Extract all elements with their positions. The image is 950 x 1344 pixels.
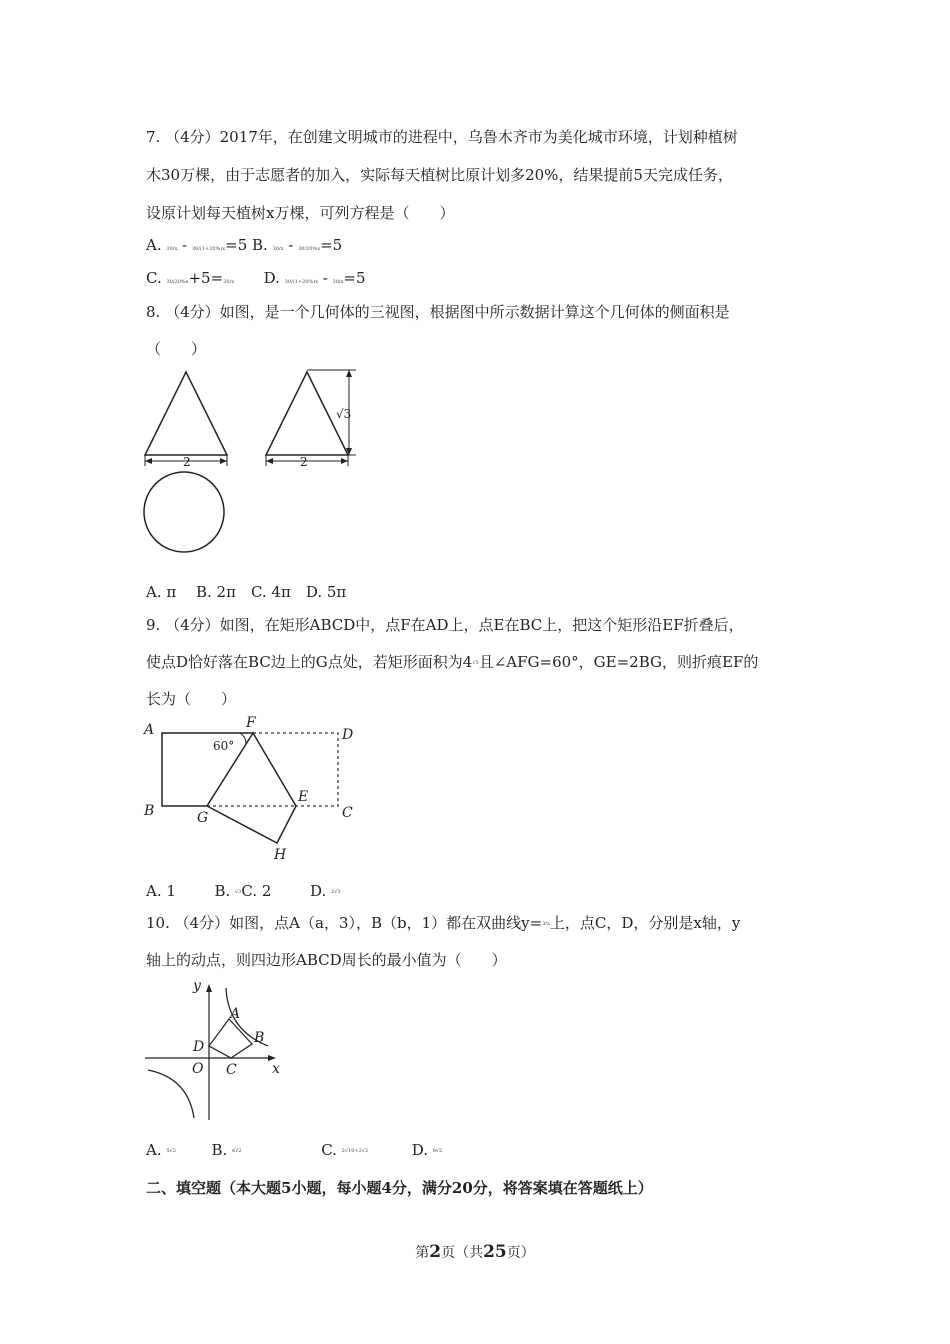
q9-angle-label: 60° xyxy=(213,739,235,753)
q7-option-d-fraction-1: 30/(1+20%)x xyxy=(284,279,318,285)
q8-line-2: （ ） xyxy=(146,340,207,358)
footer-suffix: 页） xyxy=(506,1245,535,1261)
q8-line-1: 8. （4分）如图，是一个几何体的三视图，根据图中所示数据计算这个几何体的侧面积是 xyxy=(146,303,730,321)
q10-label-x: x xyxy=(272,1061,280,1077)
q7-option-a-label: A. xyxy=(146,236,162,254)
q10-label-y: y xyxy=(193,978,201,994)
q10-option-d-label: D. xyxy=(411,1141,433,1159)
q10-label-o: O xyxy=(192,1061,204,1077)
q8-front-dim-label: 2 xyxy=(183,455,191,469)
q8-height-label: √3 xyxy=(336,407,352,421)
q9-label-g: G xyxy=(197,810,209,826)
q10-quadrilateral-abcd xyxy=(209,1019,252,1058)
q10-option-b-value: 6√2 xyxy=(232,1148,242,1154)
q9-option-b-value: √3 xyxy=(235,889,242,895)
q9-label-c: C xyxy=(342,805,353,821)
q9-option-d-label: D. xyxy=(310,882,332,900)
q10-option-c-label: C. xyxy=(321,1141,342,1159)
q9-label-a: A xyxy=(144,722,155,738)
q9-line-1: 9. （4分）如图，在矩形ABCD中，点F在AD上，点E在BC上，把这个矩形沿EF折叠后， xyxy=(146,616,744,634)
q10-y-axis-arrow xyxy=(206,984,212,992)
q7-option-b-minus: - xyxy=(283,236,299,254)
q7-line-1: 7. （4分）2017年，在创建文明城市的进程中，乌鲁木齐市为美化城市环境，计划种植树 xyxy=(146,128,738,146)
q10-line-2: 轴上的动点，则四边形ABCD周长的最小值为（ ） xyxy=(146,951,507,969)
q9-option-a: A. 1 xyxy=(146,882,191,900)
q10-line-1-part-b: 上，点C，D，分别是x轴，y xyxy=(549,914,741,932)
q7-option-c-fraction-1: 30/20%x xyxy=(166,279,189,285)
q7-option-a-fraction-1: 30/x xyxy=(166,246,178,252)
q8-side-dim-label: 2 xyxy=(300,455,308,469)
q7-option-d-minus: - xyxy=(317,269,333,287)
q10-label-d: D xyxy=(193,1039,205,1055)
q7-option-b-label: B. xyxy=(247,236,268,254)
q7-option-c-label: C. xyxy=(146,269,162,287)
q7-option-c-mid: +5= xyxy=(188,269,224,287)
q10-option-b-label: B. xyxy=(211,1141,233,1159)
q9-option-d-value: 2√3 xyxy=(331,889,341,895)
q9-line-3: 长为（ ） xyxy=(146,690,237,708)
page-footer xyxy=(0,1242,950,1262)
q10-hyperbola-branch-3 xyxy=(148,1070,194,1118)
q7-option-b-fraction-1: 30/x xyxy=(272,246,284,252)
q7-option-b-fraction-2: 30/20%x xyxy=(298,246,321,252)
q10-line-1-part-a: 10. （4分）如图，点A（a，3），B（b，1）都在双曲线y= xyxy=(146,914,543,932)
q10-option-a-label: A. xyxy=(146,1141,167,1159)
q7-option-c-fraction-2: 30/x xyxy=(223,279,235,285)
q7-line-3: 设原计划每天植树x万棵，可列方程是（ ） xyxy=(146,204,455,222)
q7-option-d-label: D. xyxy=(263,269,280,287)
q10-options xyxy=(146,1141,442,1159)
footer-middle: 页（共 xyxy=(441,1245,484,1261)
q9-line-2-part-a: 使点D恰好落在BC边上的G点处，若矩形面积为4 xyxy=(146,653,473,671)
q9-option-c: C. 2 xyxy=(241,882,287,900)
q9-option-b-label: B. xyxy=(214,882,236,900)
q9-sqrt3: √3 xyxy=(472,660,479,666)
section-2-heading: 二、填空题（本大题5小题，每小题4分，满分20分，将答案填在答题纸上） xyxy=(146,1179,653,1197)
q7-option-a-fraction-2: 30/(1+20%)x xyxy=(191,246,226,252)
q10-option-d-value: 8√2 xyxy=(432,1148,443,1154)
footer-prefix: 第 xyxy=(415,1245,430,1261)
q9-label-b: B xyxy=(144,803,155,819)
q9-line-2-part-b: 且∠AFG=60°，GE=2BG，则折痕EF的 xyxy=(478,653,759,671)
q9-label-e: E xyxy=(298,789,309,805)
q8-options: A. π B. 2π C. 4π D. 5π xyxy=(146,583,347,601)
q10-option-c-value: 2√10+2√2 xyxy=(341,1148,369,1154)
q7-option-a-suffix: =5 xyxy=(225,236,248,254)
q9-label-f: F xyxy=(246,715,256,731)
q10-label-c: C xyxy=(226,1062,237,1078)
footer-page-number: 2 xyxy=(429,1242,442,1262)
q7-option-d-fraction-2: 30/x xyxy=(332,279,344,285)
q10-label-a: A xyxy=(230,1006,241,1022)
q10-label-b: B xyxy=(254,1030,265,1046)
q10-option-a-value: 5√2 xyxy=(166,1148,176,1154)
q7-option-d-suffix: =5 xyxy=(343,269,366,287)
q7-option-a-minus: - xyxy=(177,236,192,254)
q7-option-b-suffix: =5 xyxy=(320,236,343,254)
q10-fraction: 3/x xyxy=(542,921,550,927)
q9-label-d: D xyxy=(342,727,354,743)
footer-total-pages: 25 xyxy=(483,1242,507,1262)
q7-line-2: 木30万棵，由于志愿者的加入，实际每天植树比原计划多20%，结果提前5天完成任务， xyxy=(146,166,733,184)
q9-label-h: H xyxy=(274,847,287,863)
